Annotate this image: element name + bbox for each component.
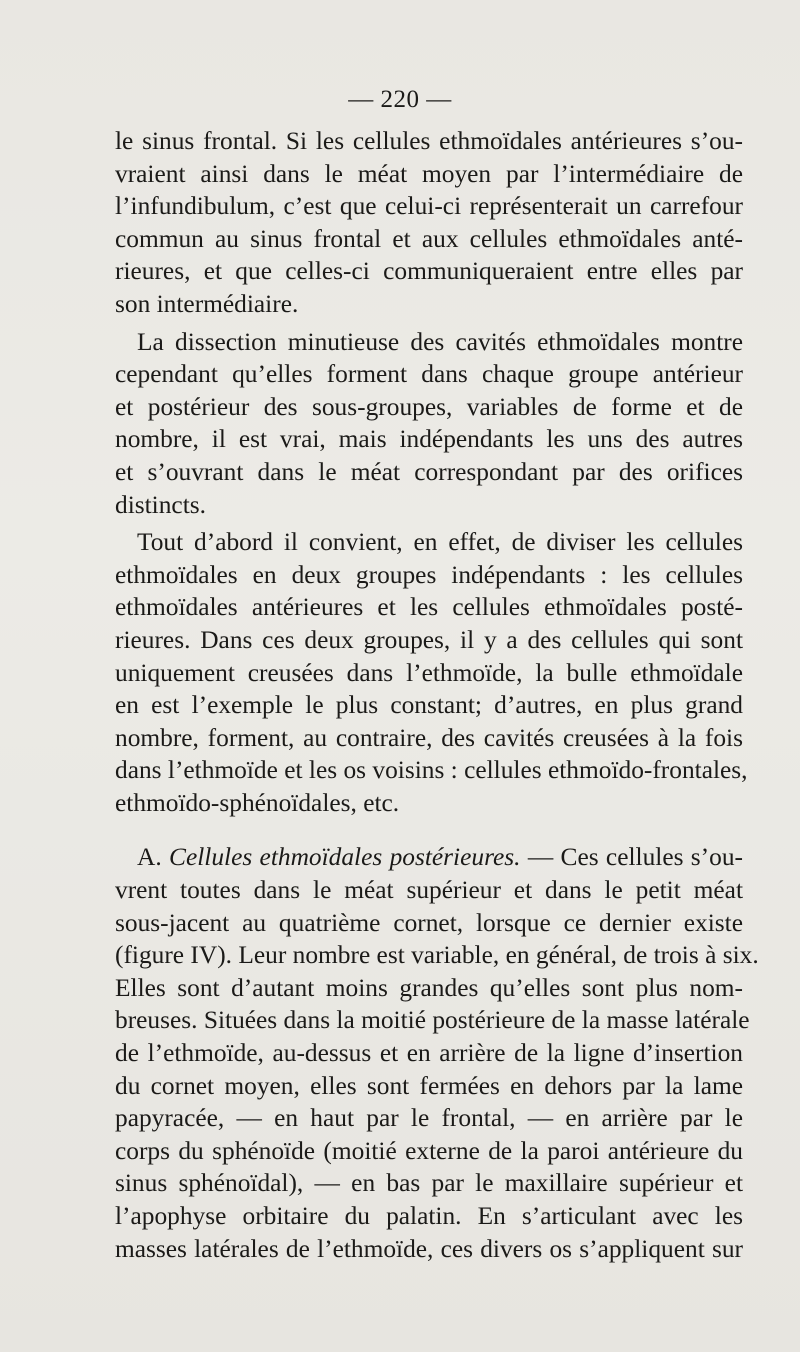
section-heading-text: — Ces cellules s’ou- xyxy=(520,843,743,872)
body-text xyxy=(115,125,759,1265)
text-line: masses latérales de l’ethmoïde, ces divers os s’appliquent sur xyxy=(115,1234,743,1263)
section-label: A. xyxy=(137,843,162,872)
text-line: cependant qu’elles forment dans chaque groupe antérieur xyxy=(115,360,743,389)
text-line: nombre, forment, au contraire, des cavités creusées à la fois xyxy=(115,723,743,752)
text-line: distincts. xyxy=(115,490,206,519)
text-line: rieures, et que celles-ci communiqueraient entre elles par xyxy=(115,257,743,286)
text-line: en est l’exemple le plus constant; d’autres, en plus grand xyxy=(115,691,743,720)
text-line: ethmoïdo-sphénoïdales, etc. xyxy=(115,788,400,817)
text-line: ethmoïdales en deux groupes indépendants : les cellules xyxy=(115,560,743,589)
text-line: Tout d’abord il convient, en effet, de diviser les cellules xyxy=(137,528,743,557)
text-line: dans l’ethmoïde et les os voisins : cellules ethmoïdo-frontales, xyxy=(115,756,748,785)
text-line: et postérieur des sous-groupes, variables de forme et de xyxy=(115,392,743,421)
paragraph-3 xyxy=(115,526,748,819)
paragraph-1 xyxy=(115,125,743,321)
text-line: sous-jacent au quatrième cornet, lorsque ce dernier existe xyxy=(115,908,743,937)
text-line: le sinus frontal. Si les cellules ethmoïdales antérieures s’ou- xyxy=(115,127,743,155)
text-line: ethmoïdales antérieures et les cellules ethmoïdales posté- xyxy=(115,593,743,622)
text-line: commun au sinus frontal et aux cellules ethmoïdales anté- xyxy=(115,224,743,253)
text-line: La dissection minutieuse des cavités ethmoïdales montre xyxy=(137,327,743,356)
text-line: son intermédiaire. xyxy=(115,289,299,318)
section-title: Cellules ethmoïdales postérieures. xyxy=(169,843,521,872)
text-line: l’infundibulum, c’est que celui-ci représenterait un carrefour xyxy=(115,192,743,221)
text-line: l’apophyse orbitaire du palatin. En s’articulant avec les xyxy=(115,1202,743,1230)
paragraph-2 xyxy=(115,326,743,522)
text-line: papyracée, — en haut par le frontal, — en arrière par le xyxy=(115,1104,743,1133)
text-line: uniquement creusées dans l’ethmoïde, la bulle ethmoïdale xyxy=(115,658,743,687)
text-line: Elles sont d’autant moins grandes qu’elles sont plus nom- xyxy=(115,973,743,1002)
text-line: corps du sphénoïde (moitié externe de la paroi antérieure du xyxy=(115,1136,743,1165)
text-line: sinus sphénoïdal), — en bas par le maxillaire supérieur et xyxy=(115,1169,743,1198)
text-line: du cornet moyen, elles sont fermées en dehors par la lame xyxy=(115,1071,743,1100)
section-heading-line xyxy=(115,841,743,874)
text-line: rieures. Dans ces deux groupes, il y a des cellules qui sont xyxy=(115,625,743,654)
text-line: de l’ethmoïde, au-dessus et en arrière de la ligne d’insertion xyxy=(115,1039,743,1068)
paragraph-4 xyxy=(115,841,759,1265)
text-line: nombre, il est vrai, mais indépendants les uns des autres xyxy=(115,425,743,454)
text-line: (figure IV). Leur nombre est variable, en général, de trois à six. xyxy=(115,941,759,970)
text-line: vraient ainsi dans le méat moyen par l’intermédiaire de xyxy=(115,159,743,188)
text-line: breuses. Situées dans la moitié postérieure de la masse latérale xyxy=(115,1006,750,1035)
page-number: — 220 — xyxy=(348,86,452,113)
text-line: et s’ouvrant dans le méat correspondant par des orifices xyxy=(115,457,743,486)
text-line: vrent toutes dans le méat supérieur et dans le petit méat xyxy=(115,876,743,905)
